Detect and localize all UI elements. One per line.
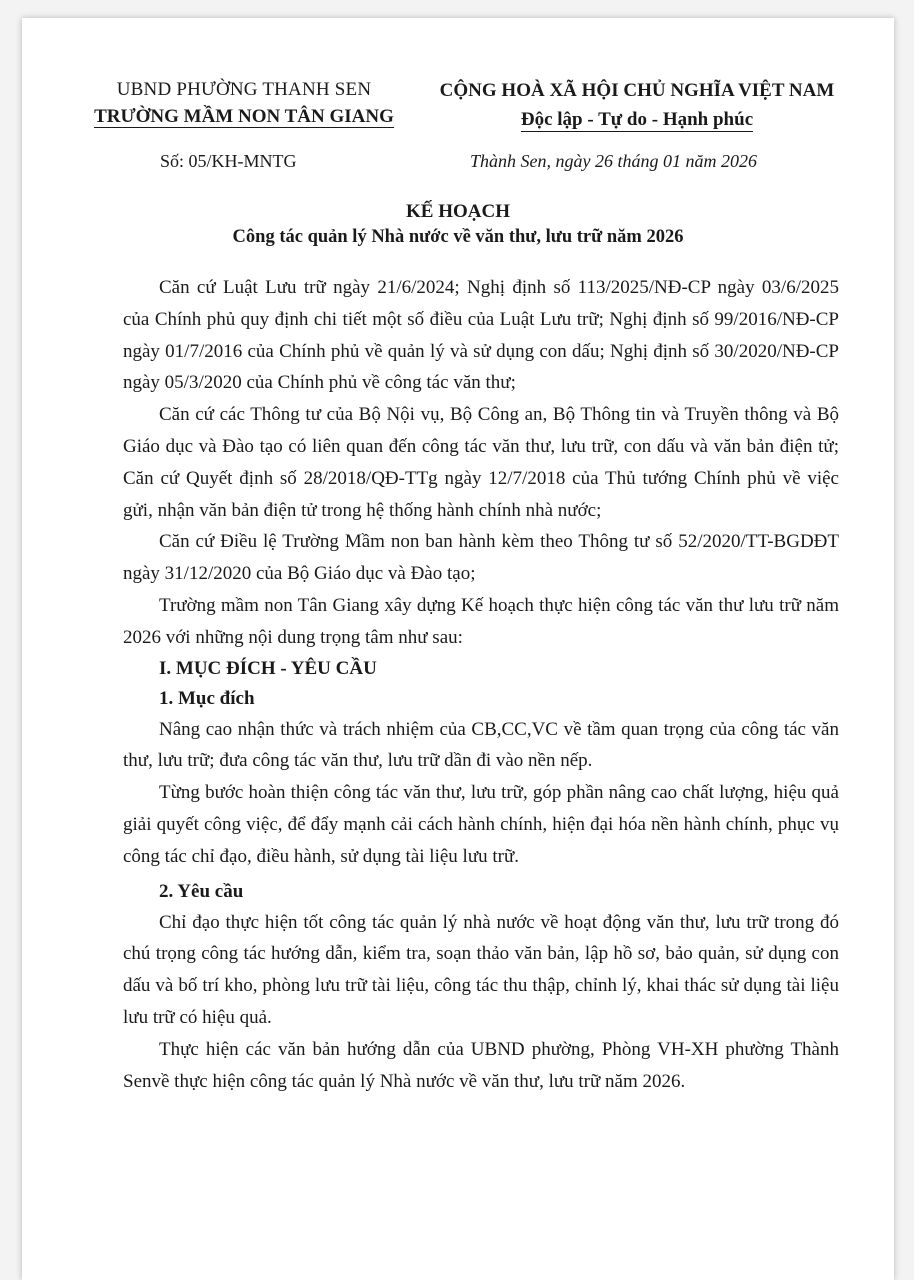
subsection-heading: 2. Yêu cầu	[159, 880, 244, 902]
document-title: KẾ HOẠCH	[406, 201, 510, 222]
nation-title: CỘNG HOÀ XÃ HỘI CHỦ NGHĨA VIỆT NAM	[439, 80, 835, 101]
national-header	[422, 76, 852, 134]
issuer-block	[74, 76, 414, 130]
national-motto: Độc lập - Tự do - Hạnh phúc	[520, 109, 754, 130]
school-name: TRƯỜNG MẦM NON TÂN GIANG	[94, 106, 394, 127]
place-date: Thành Sen, ngày 26 tháng 01 năm 2026	[470, 151, 757, 171]
parent-organization: UBND PHƯỜNG THANH SEN	[116, 79, 372, 100]
body-paragraph: Chỉ đạo thực hiện tốt công tác quản lý nhà nước về hoạt động văn thư, lưu trữ trong đó chú trọng công tác hướng dẫn, kiểm tra, soạn thảo văn bản, lập hồ sơ, bảo quản, sử dụng con dấu và bố trí kho, phòng lưu trữ tài liệu, công tác thu thập, chỉnh lý, khai thác sử dụng tài liệu lưu trữ có hiệu quả.	[123, 911, 839, 1028]
body-paragraph: Căn cứ Luật Lưu trữ ngày 21/6/2024; Nghị định số 113/2025/NĐ-CP ngày 03/6/2025 của Chính phủ quy định chi tiết một số điều của Luật Lưu trữ; Nghị định số 99/2016/NĐ-CP ngày 01/7/2016 của Chính phủ về quản lý và sử dụng con dấu; Nghị định số 30/2020/NĐ-CP ngày 05/3/2020 của Chính phủ về công tác văn thư;	[123, 277, 839, 394]
document-body	[123, 272, 839, 1097]
body-paragraph: Nâng cao nhận thức và trách nhiệm của CB,CC,VC về tầm quan trọng của công tác văn thư, lưu trữ; đưa công tác văn thư, lưu trữ dần đi vào nền nếp.	[123, 718, 839, 772]
body-paragraph: Trường mầm non Tân Giang xây dựng Kế hoạch thực hiện công tác văn thư lưu trữ năm 2026 với những nội dung trọng tâm như sau:	[123, 594, 839, 648]
body-paragraph: Từng bước hoàn thiện công tác văn thư, lưu trữ, góp phần nâng cao chất lượng, hiệu quả giải quyết công việc, để đẩy mạnh cải cách hành chính, hiện đại hóa nền hành chính, phục vụ công tác chỉ đạo, điều hành, sử dụng tài liệu lưu trữ.	[123, 782, 839, 867]
body-paragraph: Thực hiện các văn bản hướng dẫn của UBND phường, Phòng VH-XH phường Thành Senvề thực hiện công tác quản lý Nhà nước về văn thư, lưu trữ năm 2026.	[123, 1038, 839, 1092]
subsection-heading: 1. Mục đích	[159, 687, 255, 709]
document-page	[22, 18, 894, 1280]
section-heading: I. MỤC ĐÍCH - YÊU CẦU	[159, 657, 377, 679]
document-number: Số: 05/KH-MNTG	[160, 151, 297, 171]
body-paragraph: Căn cứ Điều lệ Trường Mầm non ban hành kèm theo Thông tư số 52/2020/TT-BGDĐT ngày 31/12/2020 của Bộ Giáo dục và Đào tạo;	[123, 531, 839, 585]
document-subtitle: Công tác quản lý Nhà nước về văn thư, lưu trữ năm 2026	[232, 227, 684, 247]
body-paragraph: Căn cứ các Thông tư của Bộ Nội vụ, Bộ Công an, Bộ Thông tin và Truyền thông và Bộ Giáo dục và Đào tạo có liên quan đến công tác văn thư, lưu trữ, con dấu và văn bản điện tử; Căn cứ Quyết định số 28/2018/QĐ-TTg ngày 12/7/2018 của Thủ tướng Chính phủ về việc gửi, nhận văn bản điện tử trong hệ thống hành chính nhà nước;	[123, 404, 839, 521]
